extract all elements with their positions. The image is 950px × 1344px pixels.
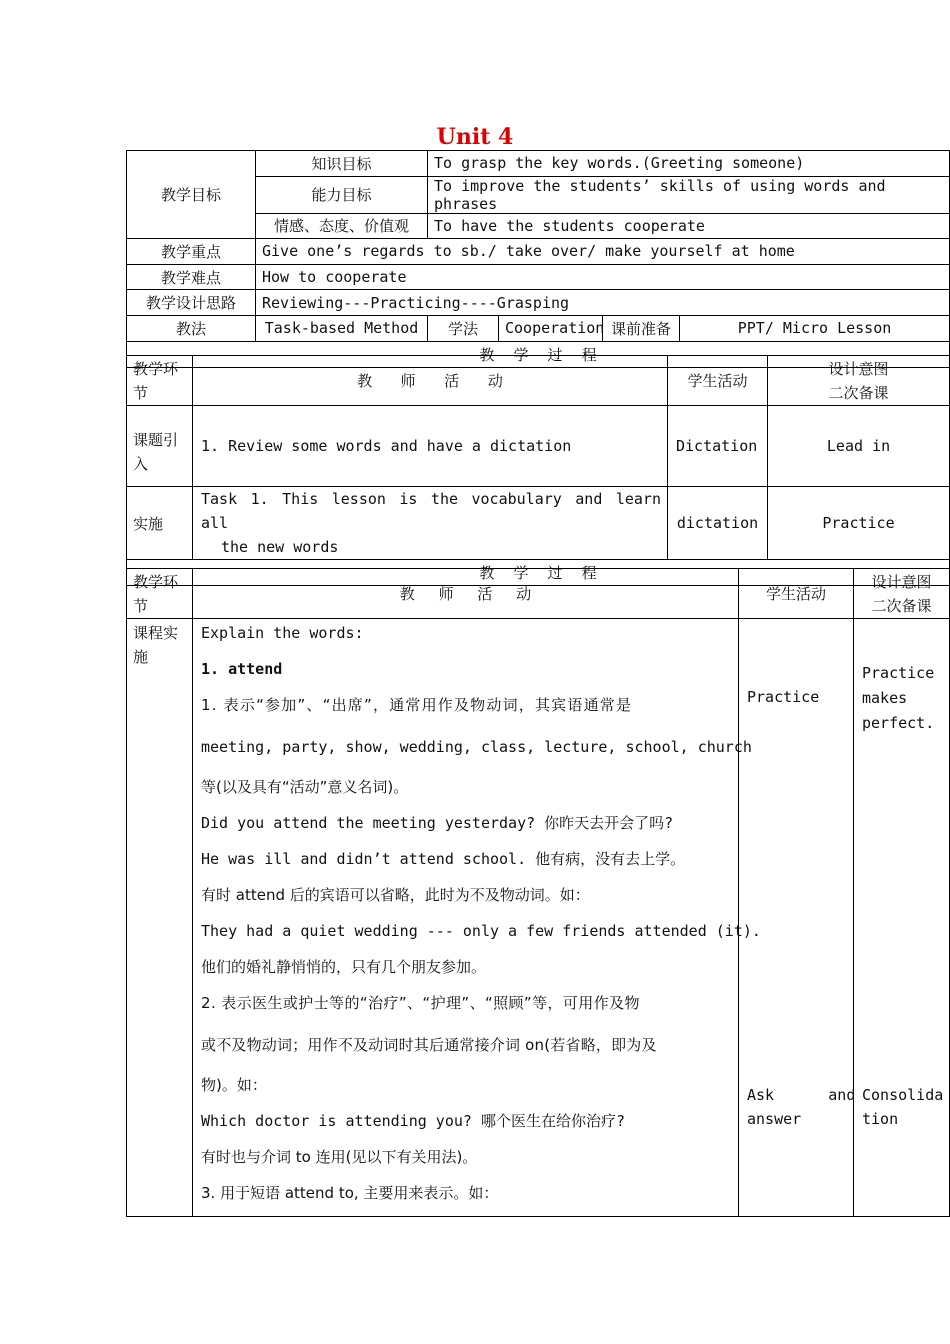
- line: 1. attend: [201, 660, 283, 678]
- page-title: Unit 4: [436, 124, 514, 150]
- process-table-2: [126, 568, 950, 1217]
- prep-label: 课前准备: [603, 315, 680, 341]
- student-cell: [739, 619, 854, 1217]
- line: 有时也与介词 to 连用(见以下有关用法)。: [201, 1148, 478, 1166]
- line: 2. 表示医生或护士等的“治疗”、“护理”、“照顾”等，可用作及物: [201, 994, 640, 1012]
- design-label: 教学设计思路: [127, 290, 256, 316]
- design-cell: [854, 619, 950, 1217]
- student-header: 学生活动: [739, 569, 854, 619]
- stage-header: 教学环节: [127, 569, 193, 619]
- teacher-header: 教 师 活 动: [193, 569, 739, 619]
- process-heading: 教 学 过 程: [127, 560, 950, 586]
- line: They had a quiet wedding --- only a few friends attended (it).: [201, 922, 761, 940]
- line: Explain the words:: [201, 624, 364, 642]
- student-activity-2: Ask and answer: [747, 1086, 856, 1128]
- teacher-cell: 1. Review some words and have a dictation: [193, 406, 668, 487]
- emotion-label: 情感、态度、价值观: [256, 213, 428, 239]
- objectives-label: 教学目标: [127, 151, 256, 239]
- line: meeting, party, show, wedding, class, lecture, school, church: [201, 738, 752, 756]
- stage-cell: 实施: [127, 487, 193, 560]
- difficult-label: 教学难点: [127, 264, 256, 290]
- ability-value: To improve the students’ skills of using words and phrases: [428, 176, 950, 213]
- stage-cell: 课程实施: [127, 619, 193, 1217]
- line: 等(以及具有“活动”意义名词)。: [201, 778, 409, 796]
- line: 他们的婚礼静悄悄的，只有几个朋友参加。: [201, 958, 487, 976]
- student-activity-1: Practice: [747, 688, 820, 706]
- line: 有时 attend 后的宾语可以省略，此时为不及物动词。如：: [201, 886, 590, 904]
- student-cell: Dictation: [668, 406, 768, 487]
- learn-value: Cooperation: [499, 315, 603, 341]
- line: 物)。如：: [201, 1076, 267, 1094]
- method-label: 教法: [127, 315, 256, 341]
- line: 3. 用于短语 attend to, 主要用来表示。如：: [201, 1184, 499, 1202]
- design-cell: Practice: [768, 487, 950, 560]
- design-intent-1: Practice makes perfect.: [862, 664, 935, 732]
- ability-label: 能力目标: [256, 176, 428, 213]
- design-intent-2: Consolida tion: [862, 1086, 944, 1128]
- teacher-header: 教 师 活 动: [193, 356, 668, 406]
- lesson-info-table: [126, 150, 950, 368]
- design-value: Reviewing---Practicing----Grasping: [256, 290, 950, 316]
- design-header: 设计意图 二次备课: [854, 569, 950, 619]
- line: 1. 表示“参加”、“出席”，通常用作及物动词，其宾语通常是: [201, 696, 633, 714]
- teacher-cell: Task 1. This lesson is the vocabulary and learn all the new words: [193, 487, 668, 560]
- knowledge-label: 知识目标: [256, 151, 428, 177]
- key-label: 教学重点: [127, 239, 256, 265]
- student-cell: dictation: [668, 487, 768, 560]
- process-table-1: [126, 355, 950, 586]
- stage-cell: 课题引入: [127, 406, 193, 487]
- learn-label: 学法: [428, 315, 499, 341]
- difficult-value: How to cooperate: [256, 264, 950, 290]
- line: 或不及物动词；用作不及动词时其后通常接介词 on(若省略，即为及: [201, 1036, 657, 1054]
- process-heading: 教 学 过 程: [127, 341, 950, 367]
- stage-header: 教学环节: [127, 356, 193, 406]
- prep-value: PPT/ Micro Lesson: [680, 315, 950, 341]
- student-header: 学生活动: [668, 356, 768, 406]
- line: Which doctor is attending you? 哪个医生在给你治疗?: [201, 1112, 625, 1130]
- design-header: 设计意图 二次备课: [768, 356, 950, 406]
- method-value: Task-based Method: [256, 315, 428, 341]
- teacher-cell: [193, 619, 761, 1217]
- knowledge-value: To grasp the key words.(Greeting someone): [428, 151, 950, 177]
- line: He was ill and didn’t attend school. 他有病，没有去上学。: [201, 850, 686, 868]
- line: Did you attend the meeting yesterday? 你昨天去开会了吗?: [201, 814, 674, 832]
- key-value: Give one’s regards to sb./ take over/ make yourself at home: [256, 239, 950, 265]
- design-cell: Lead in: [768, 406, 950, 487]
- emotion-value: To have the students cooperate: [428, 213, 950, 239]
